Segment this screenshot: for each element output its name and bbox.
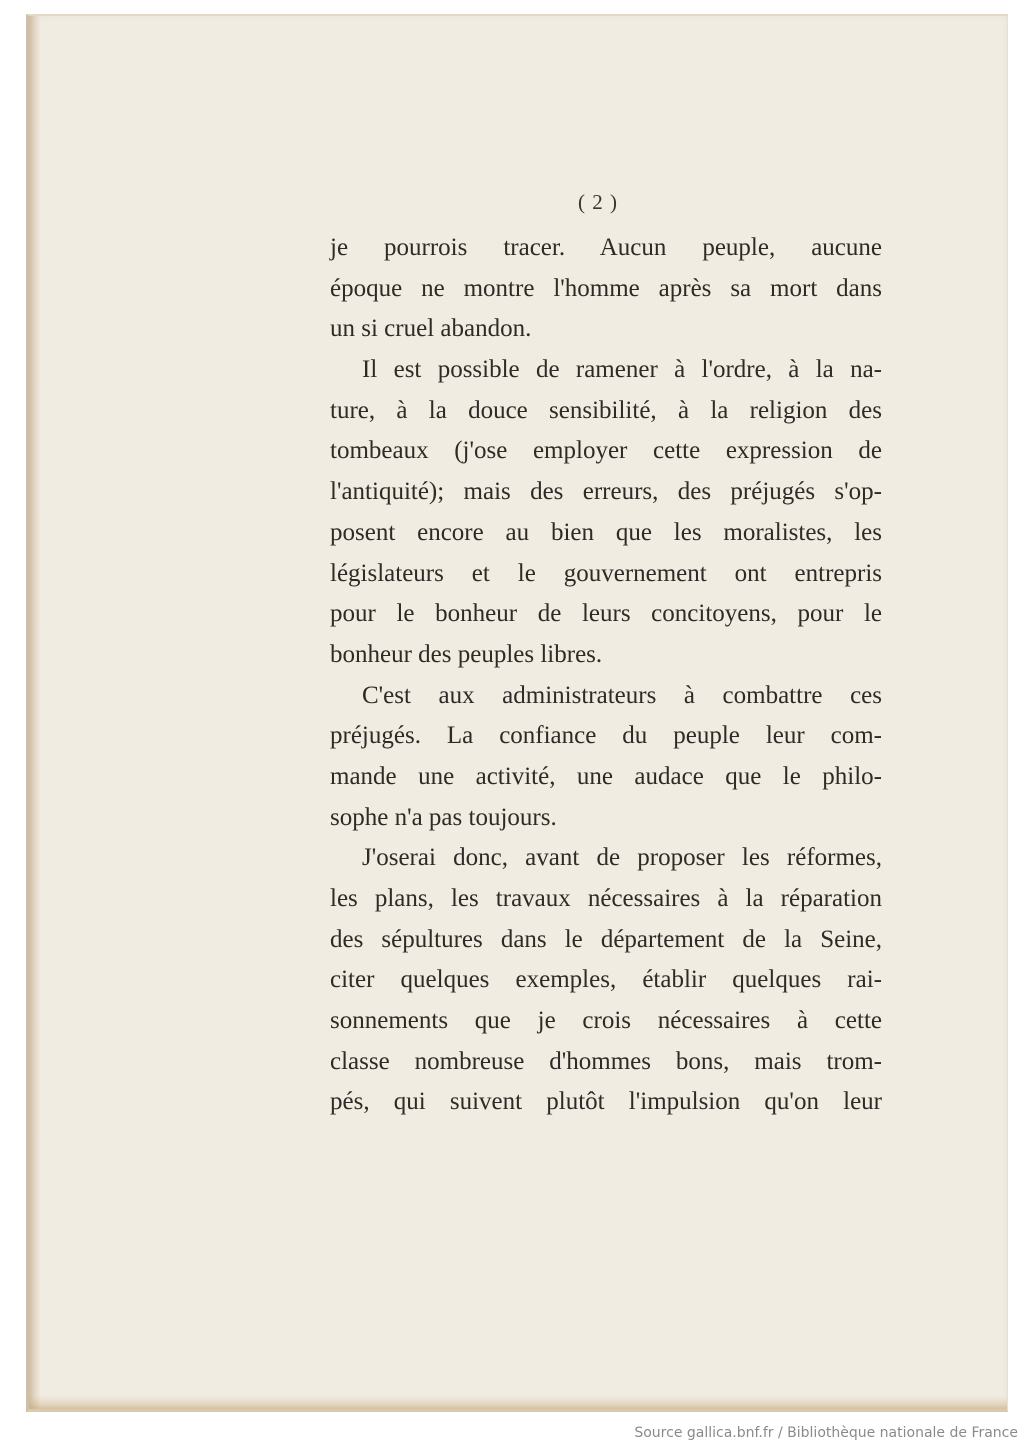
- page-left-edge: [29, 16, 41, 1409]
- text-line: pés, qui suivent plutôt l'impulsion qu'on leur: [330, 1088, 882, 1116]
- text-line: C'est aux administrateurs à combattre ces: [362, 681, 882, 709]
- text-line: posent encore au bien que les moralistes, les: [330, 518, 882, 546]
- text-line: je pourrois tracer. Aucun peuple, aucune: [330, 234, 882, 261]
- text-line: ture, à la douce sensibilité, à la religion des: [330, 396, 882, 424]
- page-bottom-edge: [29, 1395, 1007, 1409]
- text-line: des sépultures dans le département de la Seine,: [330, 925, 882, 953]
- source-attribution: Source gallica.bnf.fr / Bibliothèque nationale de France: [634, 1425, 1018, 1441]
- page-number: ( 2 ): [578, 190, 618, 214]
- text-line: l'antiquité); mais des erreurs, des préjugés s'op-: [330, 478, 882, 506]
- text-line: législateurs et le gouvernement ont entrepris: [330, 559, 882, 587]
- text-line: sonnements que je crois nécessaires à cette: [330, 1007, 882, 1035]
- body-text: [330, 228, 882, 1123]
- text-line: les plans, les travaux nécessaires à la réparation: [330, 885, 882, 912]
- text-line: pour le bonheur de leurs concitoyens, pour le: [330, 600, 882, 628]
- text-line: époque ne montre l'homme après sa mort dans: [330, 274, 882, 302]
- text-line: préjugés. La confiance du peuple leur com-: [330, 722, 882, 750]
- text-line: un si cruel abandon.: [330, 315, 532, 343]
- text-line: citer quelques exemples, établir quelques rai-: [330, 966, 882, 994]
- text-line: tombeaux (j'ose employer cette expression de: [330, 437, 882, 465]
- text-line: J'oserai donc, avant de proposer les réformes,: [362, 844, 882, 872]
- text-line: sophe n'a pas toujours.: [330, 803, 557, 831]
- text-line: bonheur des peuples libres.: [330, 640, 603, 668]
- text-line: Il est possible de ramener à l'ordre, à la na-: [362, 356, 882, 384]
- text-line: mande une activité, une audace que le philo-: [330, 762, 882, 790]
- text-line: classe nombreuse d'hommes bons, mais trom-: [330, 1047, 882, 1075]
